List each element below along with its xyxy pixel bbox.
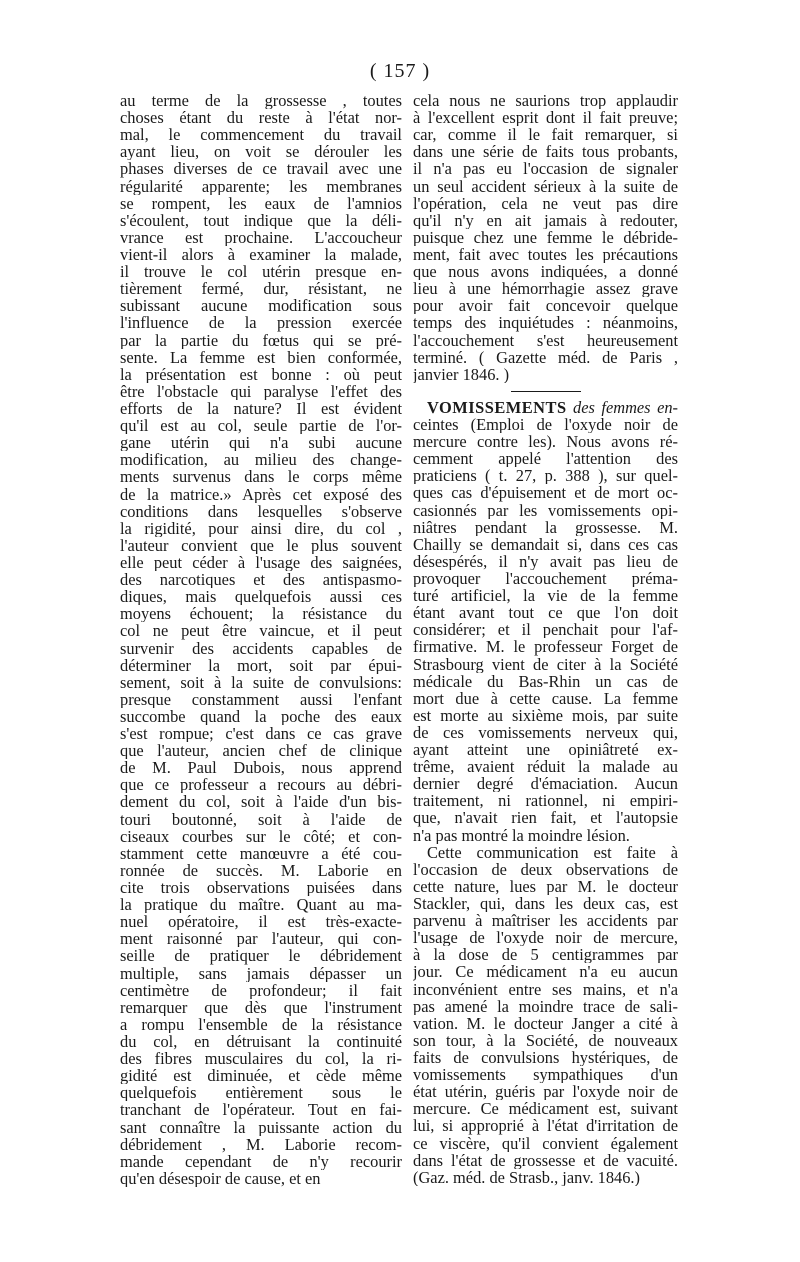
text-line: dans l'état de grossesse et de vacuité. [413, 1151, 678, 1169]
text-line: sant connaître la puissante action du [120, 1118, 402, 1136]
text-line: désespérés, il n'y avait pas lieu de [413, 552, 678, 570]
text-line: cette nature, lues par M. le docteur [413, 877, 678, 896]
text-line: cemment appelé l'attention des [413, 450, 678, 468]
left-column [120, 92, 402, 1187]
text-line: mal, le commencement du travail [120, 126, 402, 144]
text-line: à la dose de 5 centigrammes par [413, 946, 678, 964]
text-line: parvenu à maîtriser les accidents par [413, 912, 678, 930]
text-line: l'opération, cela ne veut pas dire [413, 194, 678, 212]
text-line: choses étant du reste à l'état nor- [120, 109, 402, 127]
text-line: elle peut céder à l'usage des saignées, [120, 553, 402, 572]
text-line: pour avoir fait concevoir quelque [413, 297, 678, 315]
text-line: praticiens ( t. 27, p. 388 ), sur quel- [413, 467, 678, 485]
text-line: ment raisonné par l'auteur, qui con- [120, 930, 402, 948]
text-line: mercure. Ce médicament est, suivant [413, 1100, 678, 1118]
text-line: vation. M. le docteur Janger a cité à [413, 1014, 678, 1032]
text-line: il n'a pas eu l'occasion de signaler [413, 160, 678, 178]
text-line: son tour, à la Société, de nouveaux [413, 1031, 678, 1050]
text-line: ceintes (Emploi de l'oxyde noir de [413, 415, 678, 434]
text-line: de ces vomissements nerveux qui, [413, 723, 678, 742]
text-line: cela nous ne saurions trop applaudir [413, 92, 678, 110]
text-line: multiple, sans jamais dépasser un [120, 964, 402, 982]
text-line: puisque chez une femme le débride- [413, 228, 678, 246]
text-line: des fibres musculaires du col, la ri- [120, 1050, 402, 1068]
right-column [413, 92, 678, 1186]
text-line: modification, au milieu des change- [120, 451, 402, 469]
text-line: ques cas d'épuisement et de mort oc- [413, 484, 678, 502]
text-line: considérer; et il penchait pour l'af- [413, 621, 678, 639]
text-line: ment, fait avec toutes les précautions [413, 245, 678, 264]
text-line: tièrement fermé, dur, résistant, ne [120, 280, 402, 298]
text-line: presque constamment aussi l'enfant [120, 690, 402, 708]
article-title-line [413, 399, 678, 416]
text-line: dement du col, soit à l'aide d'un bis- [120, 793, 402, 811]
text-line: succombe quand la poche des eaux [120, 707, 402, 726]
text-line: à l'excellent esprit dont il fait preuve; [413, 109, 678, 127]
text-line: l'occasion de deux observations de [413, 860, 678, 878]
text-line: pas amené la moindre trace de sali- [413, 997, 678, 1015]
text-line: ments survenus dans le corps même [120, 468, 402, 486]
text-line: (Gaz. méd. de Strasb., janv. 1846.) [413, 1168, 640, 1186]
text-line: la présentation est bonne : où peut [120, 365, 402, 383]
text-line: niâtres pendant la grossesse. M. [413, 518, 678, 536]
text-line: quelquefois entièrement sous le [120, 1084, 402, 1102]
text-line: débridement , M. Laborie recom- [120, 1135, 402, 1153]
text-line: s'écoulent, tout indique que la déli- [120, 211, 402, 229]
text-line: que l'auteur, ancien chef de clinique [120, 742, 402, 760]
text-line: que ce professeur a recours au débri- [120, 776, 402, 794]
page-number: ( 157 ) [369, 60, 431, 82]
text-line: nuel opératoire, il est très-exacte- [120, 913, 402, 931]
text-line: mercure contre les). Nous avons ré- [413, 433, 678, 451]
text-line: s'est rompue; c'est dans ce cas grave [120, 725, 402, 743]
text-line: dans une série de faits tous probants, [413, 143, 678, 161]
text-line: inconvénient entre ses mains, et n'a [413, 980, 678, 998]
text-line: au terme de la grossesse , toutes [120, 92, 402, 110]
text-line: conditions dans lesquelles s'observe [120, 502, 402, 520]
text-line: être l'obstacle qui paralyse l'effet des [120, 382, 402, 400]
article-body [413, 416, 678, 1186]
text-line: survenir des accidents capables de [120, 639, 402, 657]
text-line: état utérin, guéris par l'oxyde noir de [413, 1083, 678, 1101]
text-line: Cette communication est faite à [427, 843, 678, 861]
text-line: firmative. M. le professeur Forget de [413, 638, 678, 656]
text-line: sente. La femme est bien conformée, [120, 348, 402, 366]
text-line: mande cependant de n'y recourir [120, 1152, 402, 1170]
text-line: traitement, ni rationnel, ni empiri- [413, 792, 678, 810]
text-line: se rompent, les eaux de l'amnios [120, 194, 402, 212]
text-line: Strasbourg vient de citer à la Société [413, 655, 678, 673]
text-line: faits de convulsions hystériques, de [413, 1049, 678, 1067]
text-line: ronnée de succès. M. Laborie en [120, 861, 402, 880]
text-line: l'accouchement s'est heureusement [413, 331, 678, 349]
text-line: efforts de la nature? Il est évident [120, 399, 402, 418]
text-line: vrance est prochaine. L'accoucheur [120, 228, 402, 246]
text-line: terminé. ( Gazette méd. de Paris , [413, 348, 678, 366]
text-line: que nous avons indiquées, a donné [413, 263, 678, 281]
text-line: turé artificiel, la vie de la femme [413, 587, 678, 605]
text-line: l'influence de la pression exercée [120, 314, 402, 332]
text-line: l'usage de l'oxyde noir de mercure, [413, 929, 678, 947]
text-line: temps des inquiétudes : néanmoins, [413, 314, 678, 332]
text-line: col ne peut être vaincue, et il peut [120, 622, 402, 640]
text-line: diques, mais quelquefois aussi ces [120, 588, 402, 606]
text-line: qu'il n'y en ait jamais à redouter, [413, 211, 678, 229]
text-line: de la matrice.» Après cet exposé des [120, 485, 402, 503]
article-separator-rule [511, 391, 581, 392]
article-title-continuation: des femmes en- [566, 398, 678, 416]
text-line: gidité est diminuée, et cède même [120, 1067, 402, 1085]
text-line: ce viscère, qu'il convient également [413, 1134, 678, 1152]
text-line: jour. Ce médicament n'a eu aucun [413, 963, 678, 981]
text-line: casionnés par les vomissements opi- [413, 501, 678, 519]
text-line: vomissements sympathiques d'un [413, 1066, 678, 1084]
text-line: gane utérin qui n'a subi aucune [120, 434, 402, 452]
text-line: tranchant de l'opérateur. Tout en fai- [120, 1101, 402, 1119]
previous-article-ending [413, 92, 678, 383]
text-line: de M. Paul Dubois, nous apprend [120, 759, 402, 777]
text-line: un seul accident sérieux à la suite de [413, 177, 678, 195]
text-line: lui, si approprié à l'état d'irritation de [413, 1117, 678, 1135]
text-line: phases diverses de ce travail avec une [120, 160, 402, 178]
text-line: déterminer la mort, soit par épui- [120, 656, 402, 674]
text-line: seille de pratiquer le débridement [120, 947, 402, 965]
text-line: des narcotiques et des antispasmo- [120, 571, 402, 589]
text-line: sement, soit à la suite de convulsions: [120, 673, 402, 691]
text-line: provoquer l'accouchement préma- [413, 569, 678, 588]
text-line: touri boutonné, soit à l'aide de [120, 810, 402, 828]
text-line: Stackler, qui, dans les deux cas, est [413, 895, 678, 913]
text-line: ayant atteint une opiniâtreté ex- [413, 741, 678, 759]
text-line: étant avant tout ce que l'on doit [413, 604, 678, 622]
text-line: a rompu l'ensemble de la résistance [120, 1015, 402, 1034]
text-line: remarquer que dès que l'instrument [120, 998, 402, 1016]
text-line: Chailly se demandait si, dans ces cas [413, 535, 678, 553]
text-line: subissant aucune modification sous [120, 297, 402, 315]
text-line: du col, en détruisant la continuité [120, 1033, 402, 1051]
text-line: moyens échouent; la résistance du [120, 605, 402, 623]
text-line: stamment cette manœuvre a été cou- [120, 844, 402, 862]
text-line: qu'il est au col, seule partie de l'or- [120, 417, 402, 435]
text-line: trême, avaient réduit la malade au [413, 758, 678, 776]
text-line: il trouve le col utérin presque en- [120, 263, 402, 281]
text-line: mort due à cette cause. La femme [413, 689, 678, 707]
text-line: vient-il alors à examiner la malade, [120, 245, 402, 264]
text-line: cite trois observations puisées dans [120, 879, 402, 897]
text-line: ciseaux courbes sur le côté; et con- [120, 827, 402, 845]
text-line: car, comme il le fait remarquer, si [413, 126, 678, 144]
text-line: lieu à une hémorrhagie assez grave [413, 280, 678, 298]
text-line: l'auteur convient que le plus souvent [120, 536, 402, 554]
text-line: que, n'avait rien fait, et l'autopsie [413, 809, 678, 827]
text-line: centimètre de profondeur; il fait [120, 981, 402, 999]
text-line: la pratique du maître. Quant au ma- [120, 896, 402, 914]
text-line: la rigidité, pour ainsi dire, du col , [120, 519, 402, 537]
text-line: janvier 1846. ) [413, 365, 510, 383]
text-line: médicale du Bas-Rhin un cas de [413, 672, 678, 690]
text-line: qu'en désespoir de cause, et en [120, 1169, 321, 1187]
text-line: par la partie du fœtus qui se pré- [120, 331, 402, 349]
text-line: n'a pas montré la moindre lésion. [413, 826, 630, 844]
article-title: VOMISSEMENTS [427, 398, 567, 416]
text-line: régularité apparente; les membranes [120, 177, 402, 195]
text-line: dernier degré d'émaciation. Aucun [413, 775, 678, 793]
text-line: ayant lieu, on voit se dérouler les [120, 143, 402, 161]
text-line: est morte au sixième mois, par suite [413, 706, 678, 724]
